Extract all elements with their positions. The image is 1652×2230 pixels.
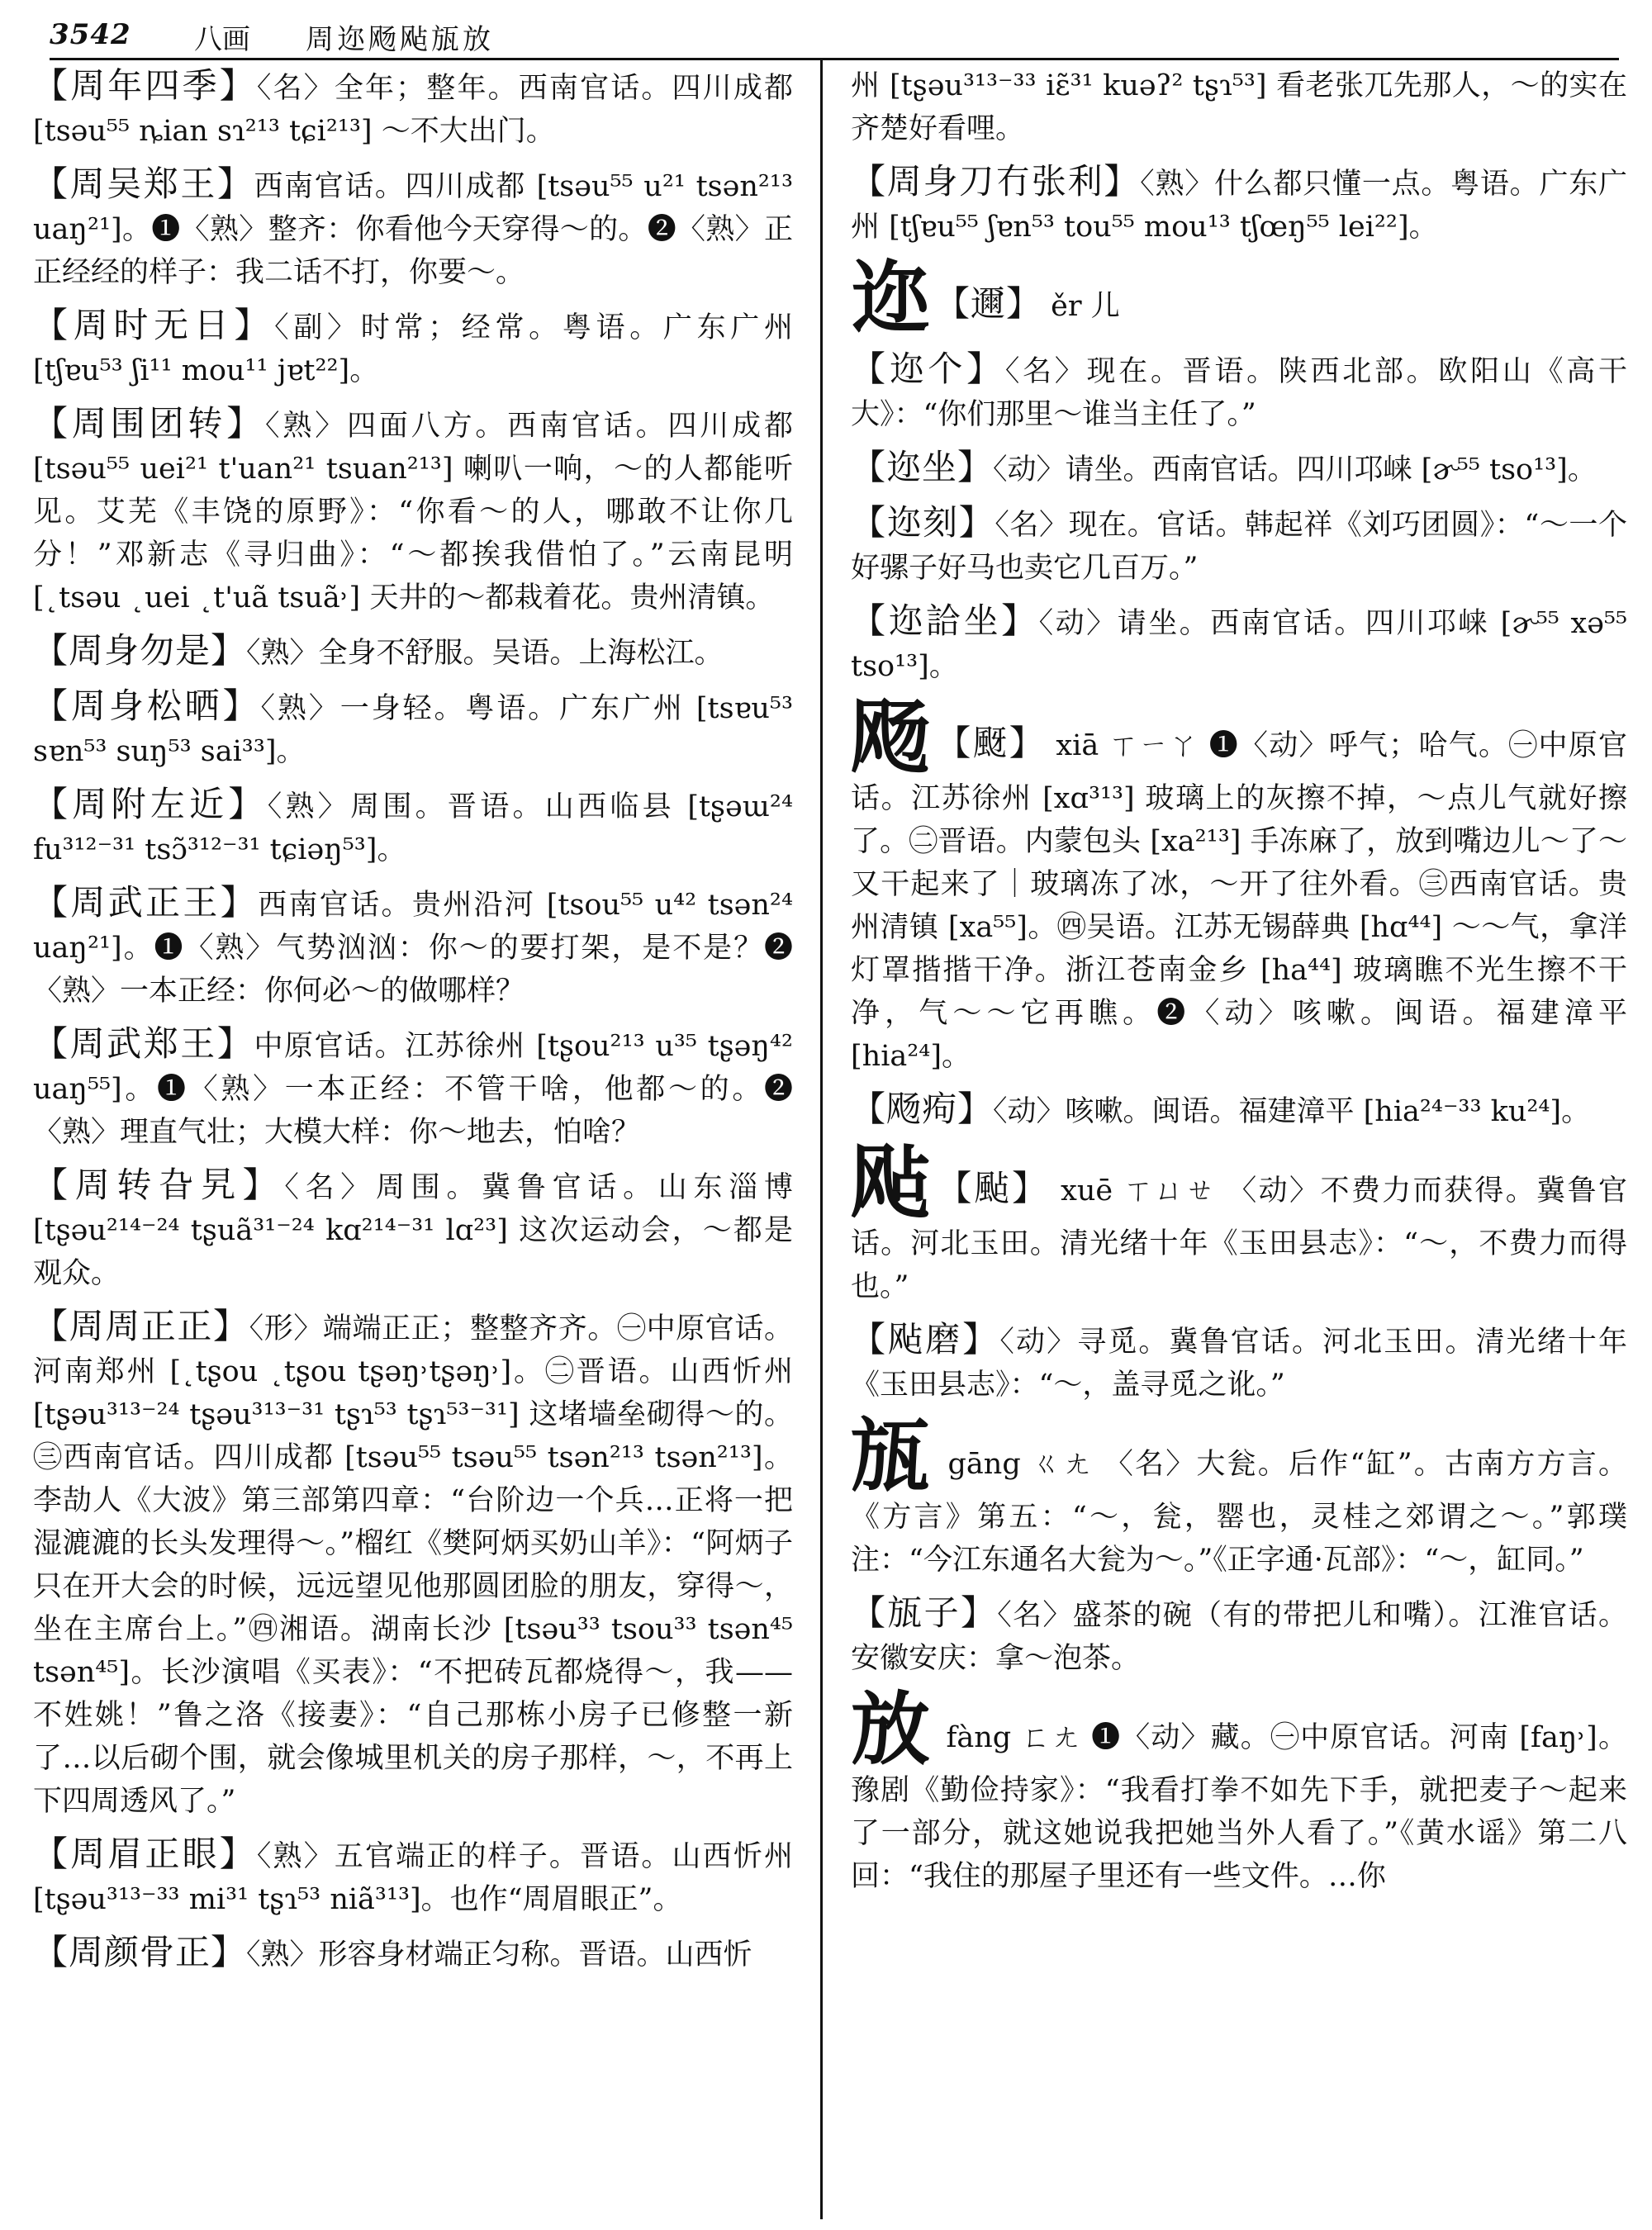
dict-entry	[851, 446, 1627, 491]
entry-definition: 〈名〉现在。官话。韩起祥《刘巧团圆》：“～一个好骡子好马也卖它几百万。”	[851, 509, 1627, 585]
entry-headword: 【周围团转】	[33, 403, 266, 444]
pronunciation: xuē ㄒㄩㄝ	[1061, 1174, 1217, 1208]
entry-definition: 〈副〉时常；经常。粤语。广东广州 [tʃɐu⁵³ ʃi¹¹ mou¹¹ jɐt²²]。	[33, 311, 793, 387]
entry-headword: 【迩坐】	[851, 447, 994, 487]
entry-headword: 【周年四季】	[33, 65, 257, 106]
character-entry-xue	[851, 1136, 1627, 1308]
entry-definition: 〈熟〉四面八方。西南官话。四川成都 [tsəu⁵⁵ uei²¹ t'uan²¹ tsuan²¹³] 喇叭一响，～的人都能听见。艾芜《丰饶的原野》：“你看～的人，哪敢不让你几分！”邓新志《寻归曲》：“～都挨我借怕了。”云南昆明 [˛tsəu ˛uei ˛t'uã tsuã˒] 天井的～都栽着花。贵州清镇。	[33, 410, 793, 614]
entry-headword: 【周颜骨正】	[33, 1932, 247, 1972]
entry-headword: 【周转旮旯】	[33, 1165, 285, 1205]
entry-headword: 【周身勿是】	[33, 630, 247, 671]
dict-entry	[33, 304, 793, 392]
character-entry-gang	[851, 1409, 1627, 1582]
character-definition: 〈动〉不费力而获得。冀鲁官话。河北玉田。清光绪十年《玉田县志》：“～，不费力而得也。”	[851, 1174, 1627, 1303]
head-character: 迩	[851, 251, 930, 344]
entry-headword: 【周身刀冇张利】	[851, 161, 1141, 202]
entry-definition: 〈名〉现在。晋语。陕西北部。欧阳山《高干大》：“你们那里～谁当主任了。”	[851, 355, 1627, 431]
stroke-section: 八画	[194, 23, 250, 56]
character-entry-xia	[851, 690, 1627, 1078]
entry-headword: 【瓬子】	[851, 1592, 998, 1633]
character-entry-fang	[851, 1682, 1627, 1898]
dict-entry	[851, 160, 1627, 249]
entry-headword: 【周武郑王】	[33, 1023, 254, 1064]
traditional-form: 【邇】	[935, 283, 1042, 324]
dict-entry	[33, 1305, 793, 1823]
entry-definition: 〈名〉盛茶的碗（有的带把儿和嘴）。江淮官话。安徽安庆：拿～泡茶。	[851, 1599, 1627, 1675]
entry-definition: 〈名〉全年；整年。西南官话。四川成都 [tsəu⁵⁵ ȵian sɿ²¹³ tɕi²¹³] ～不大出门。	[33, 72, 793, 148]
page-header	[50, 10, 1619, 60]
dict-entry	[851, 1088, 1627, 1133]
dict-entry	[33, 1833, 793, 1921]
character-definition: ❶〈动〉呼气；哈气。㊀中原官话。江苏徐州 [xɑ³¹³] 玻璃上的灰擦不掉，～点儿气就好擦了。㊁晋语。内蒙包头 [xa²¹³] 手冻麻了，放到嘴边儿～了～又干起来了｜玻璃冻了冰，～开了往外看。㊂西南官话。贵州清镇 [xa⁵⁵]。㊃吴语。江苏无锡薛典 [hɑ⁴⁴] ～～气，拿洋灯罩揩揩干净。浙江苍南金乡 [ha⁴⁴] 玻璃瞧不光生擦不干净，气～～它再瞧。❷〈动〉咳嗽。闽语。福建漳平 [hia²⁴]。	[851, 729, 1627, 1073]
column-divider	[820, 59, 823, 2219]
dict-entry	[851, 1318, 1627, 1407]
entry-headword: 【周附左近】	[33, 784, 268, 824]
entry-definition: 〈熟〉一身轻。粤语。广东广州 [tsɐu⁵³ sɐn⁵³ suŋ⁵³ sai³³]。	[33, 692, 793, 768]
character-definition: ❶〈动〉藏。㊀中原官话。河南 [faŋ˒]。豫剧《勤俭持家》：“我看打拳不如先下手，就把麦子～起来了一部分，就这她说我把她当外人看了。”《黄水谣》第二八回：“我住的那屋子里还有一些文件。…你	[851, 1721, 1627, 1893]
traditional-form: 【颭】	[937, 1168, 1050, 1208]
entry-definition: 〈动〉咳嗽。闽语。福建漳平 [hia²⁴⁻³³ ku²⁴]。	[993, 1095, 1591, 1128]
head-character: 飏	[851, 690, 932, 784]
entry-headword: 【迩个】	[851, 349, 1005, 389]
pronunciation: gāng ㄍㄤ	[947, 1448, 1094, 1481]
page-number: 3542	[50, 18, 131, 51]
entry-definition: 中原官话。江苏徐州 [tʂou²¹³ u³⁵ tʂəŋ⁴² uaŋ⁵⁵]。❶〈熟〉一本正经：不管干啥，他都～的。❷〈熟〉理直气壮；大模大样：你～地去，怕啥？	[33, 1030, 793, 1149]
dict-entry	[33, 881, 793, 1013]
entry-definition: 〈形〉端端正正；整整齐齐。㊀中原官话。河南郑州 [˛tʂou ˛tʂou tʂəŋ˒tʂəŋ˒]。㊁晋语。山西忻州 [tʂəu³¹³⁻²⁴ tʂəu³¹³⁻³¹ tʂɿ⁵³ tʂɿ⁵³⁻³¹] 这堵墙垒砌得～的。㊂西南官话。四川成都 [tsəu⁵⁵ tsəu⁵⁵ tsən²¹³ tsən²¹³]。李劼人《大波》第三部第四章：“台阶边一个兵…正将一把湿漉漉的长头发理得～。”榴红《樊阿炳买奶山羊》：“阿炳子只在开大会的时候，远远望见他那圆团脸的朋友，穿得～，坐在主席台上。”㊃湘语。湖南长沙 [tsəu³³ tsou³³ tsən⁴⁵ tsən⁴⁵]。长沙演唱《买表》：“不把砖瓦都烧得～，我——不姓姚！”鲁之洛《接妻》：“自己那栋小房子已修整一新了…以后砌个围，就会像城里机关的房子那样，～，不再上下四周透风了。”	[33, 1312, 793, 1818]
entry-definition: 〈熟〉周围。晋语。山西临县 [tʂəɯ²⁴ fu³¹²⁻³¹ tsɔ̃³¹²⁻³¹ tɕiəŋ⁵³]。	[33, 790, 793, 866]
entry-definition: 〈名〉周围。冀鲁官话。山东淄博 [tʂəu²¹⁴⁻²⁴ tʂuã³¹⁻²⁴ kɑ²¹⁴⁻³¹ lɑ²³] 这次运动会，～都是观众。	[33, 1171, 793, 1290]
head-character: 放	[851, 1682, 932, 1776]
dict-entry	[33, 629, 793, 675]
entry-headword: 【周眉正眼】	[33, 1834, 257, 1874]
entry-definition: 〈动〉请坐。西南官话。四川邛崃 [ɚ⁵⁵ tso¹³]。	[993, 453, 1597, 486]
head-character: 飐	[851, 1136, 933, 1229]
header-characters: 周迩飏飐瓬放	[306, 23, 494, 56]
dict-entry	[851, 600, 1627, 688]
left-column	[33, 64, 793, 1986]
entry-definition: 西南官话。贵州沿河 [tsou⁵⁵ u⁴² tsən²⁴ uaŋ²¹]。❶〈熟〉气势汹汹：你～的要打架，是不是？❷〈熟〉一本正经：你何必～的做哪样？	[33, 889, 793, 1008]
dict-entry	[33, 1164, 793, 1295]
entry-headword: 【迩詥坐】	[851, 600, 1039, 641]
dict-entry	[851, 501, 1627, 590]
dict-entry	[851, 1592, 1627, 1680]
dict-entry	[33, 783, 793, 871]
pronunciation: xiā ㄒㄧㄚ	[1056, 729, 1199, 762]
dict-entry	[33, 163, 793, 294]
traditional-form: 【颬】	[936, 723, 1047, 763]
pronunciation: fàng ㄈㄤ	[946, 1721, 1081, 1754]
entry-headword: 【周身松晒】	[33, 686, 261, 726]
entry-headword: 【周周正正】	[33, 1306, 249, 1346]
character-definition: 〈名〉大瓮。后作“缸”。古南方方言。《方言》第五：“～，瓮，罂也，灵桂之郊谓之～。”郭璞注：“今江东通名大瓮为～。”《正字通·瓦部》：“～，缸同。”	[851, 1448, 1627, 1577]
pronunciation: ěr 儿	[1051, 290, 1120, 323]
entry-definition: 〈熟〉形容身材端正匀称。晋语。山西忻	[246, 1938, 752, 1971]
entry-headword: 【周武正王】	[33, 882, 259, 923]
entry-definition: 〈动〉寻觅。冀鲁官话。河北玉田。清光绪十年《玉田县志》：“～，盖寻觅之讹。”	[851, 1326, 1627, 1402]
entry-continuation: 州 [tʂəu³¹³⁻³³ iɛ̃³¹ kuəʔ² tʂɿ⁵³] 看老张兀先那人，～的实在齐楚好看哩。	[851, 69, 1627, 145]
dict-entry	[33, 685, 793, 773]
head-character: 瓬	[851, 1409, 933, 1502]
entry-definition: 〈熟〉五官端正的样子。晋语。山西忻州 [tʂəu³¹³⁻³³ mi³¹ tʂɿ⁵³ niã³¹³]。也作“周眉眼正”。	[33, 1840, 793, 1916]
entry-definition: 西南官话。四川成都 [tsəu⁵⁵ u²¹ tsən²¹³ uaŋ²¹]。❶〈熟〉整齐：你看他今天穿得～的。❷〈熟〉正正经经的样子：我二话不打，你要～。	[33, 170, 793, 289]
character-entry-er	[851, 251, 1627, 344]
dict-entry	[33, 64, 793, 153]
right-column	[851, 64, 1627, 1908]
entry-headword: 【迩刻】	[851, 502, 995, 543]
entry-headword: 【飏痀】	[851, 1089, 994, 1129]
entry-headword: 【周时无日】	[33, 305, 275, 345]
entry-headword: 【周吴郑王】	[33, 164, 254, 204]
entry-definition: 〈动〉请坐。西南官话。四川邛崃 [ɚ⁵⁵ xə⁵⁵ tso¹³]。	[851, 607, 1627, 683]
dict-entry	[851, 348, 1627, 436]
dict-entry	[33, 1931, 793, 1976]
entry-headword: 【飐磨】	[851, 1319, 1000, 1359]
entry-definition: 〈熟〉全身不舒服。吴语。上海松江。	[246, 637, 724, 670]
dict-entry	[33, 402, 793, 619]
dict-entry	[33, 1022, 793, 1154]
entry-definition: 〈熟〉什么都只懂一点。粤语。广东广州 [tʃɐu⁵⁵ ʃɐn⁵³ tou⁵⁵ mou¹³ tʃœŋ⁵⁵ lei²²]。	[851, 168, 1627, 244]
